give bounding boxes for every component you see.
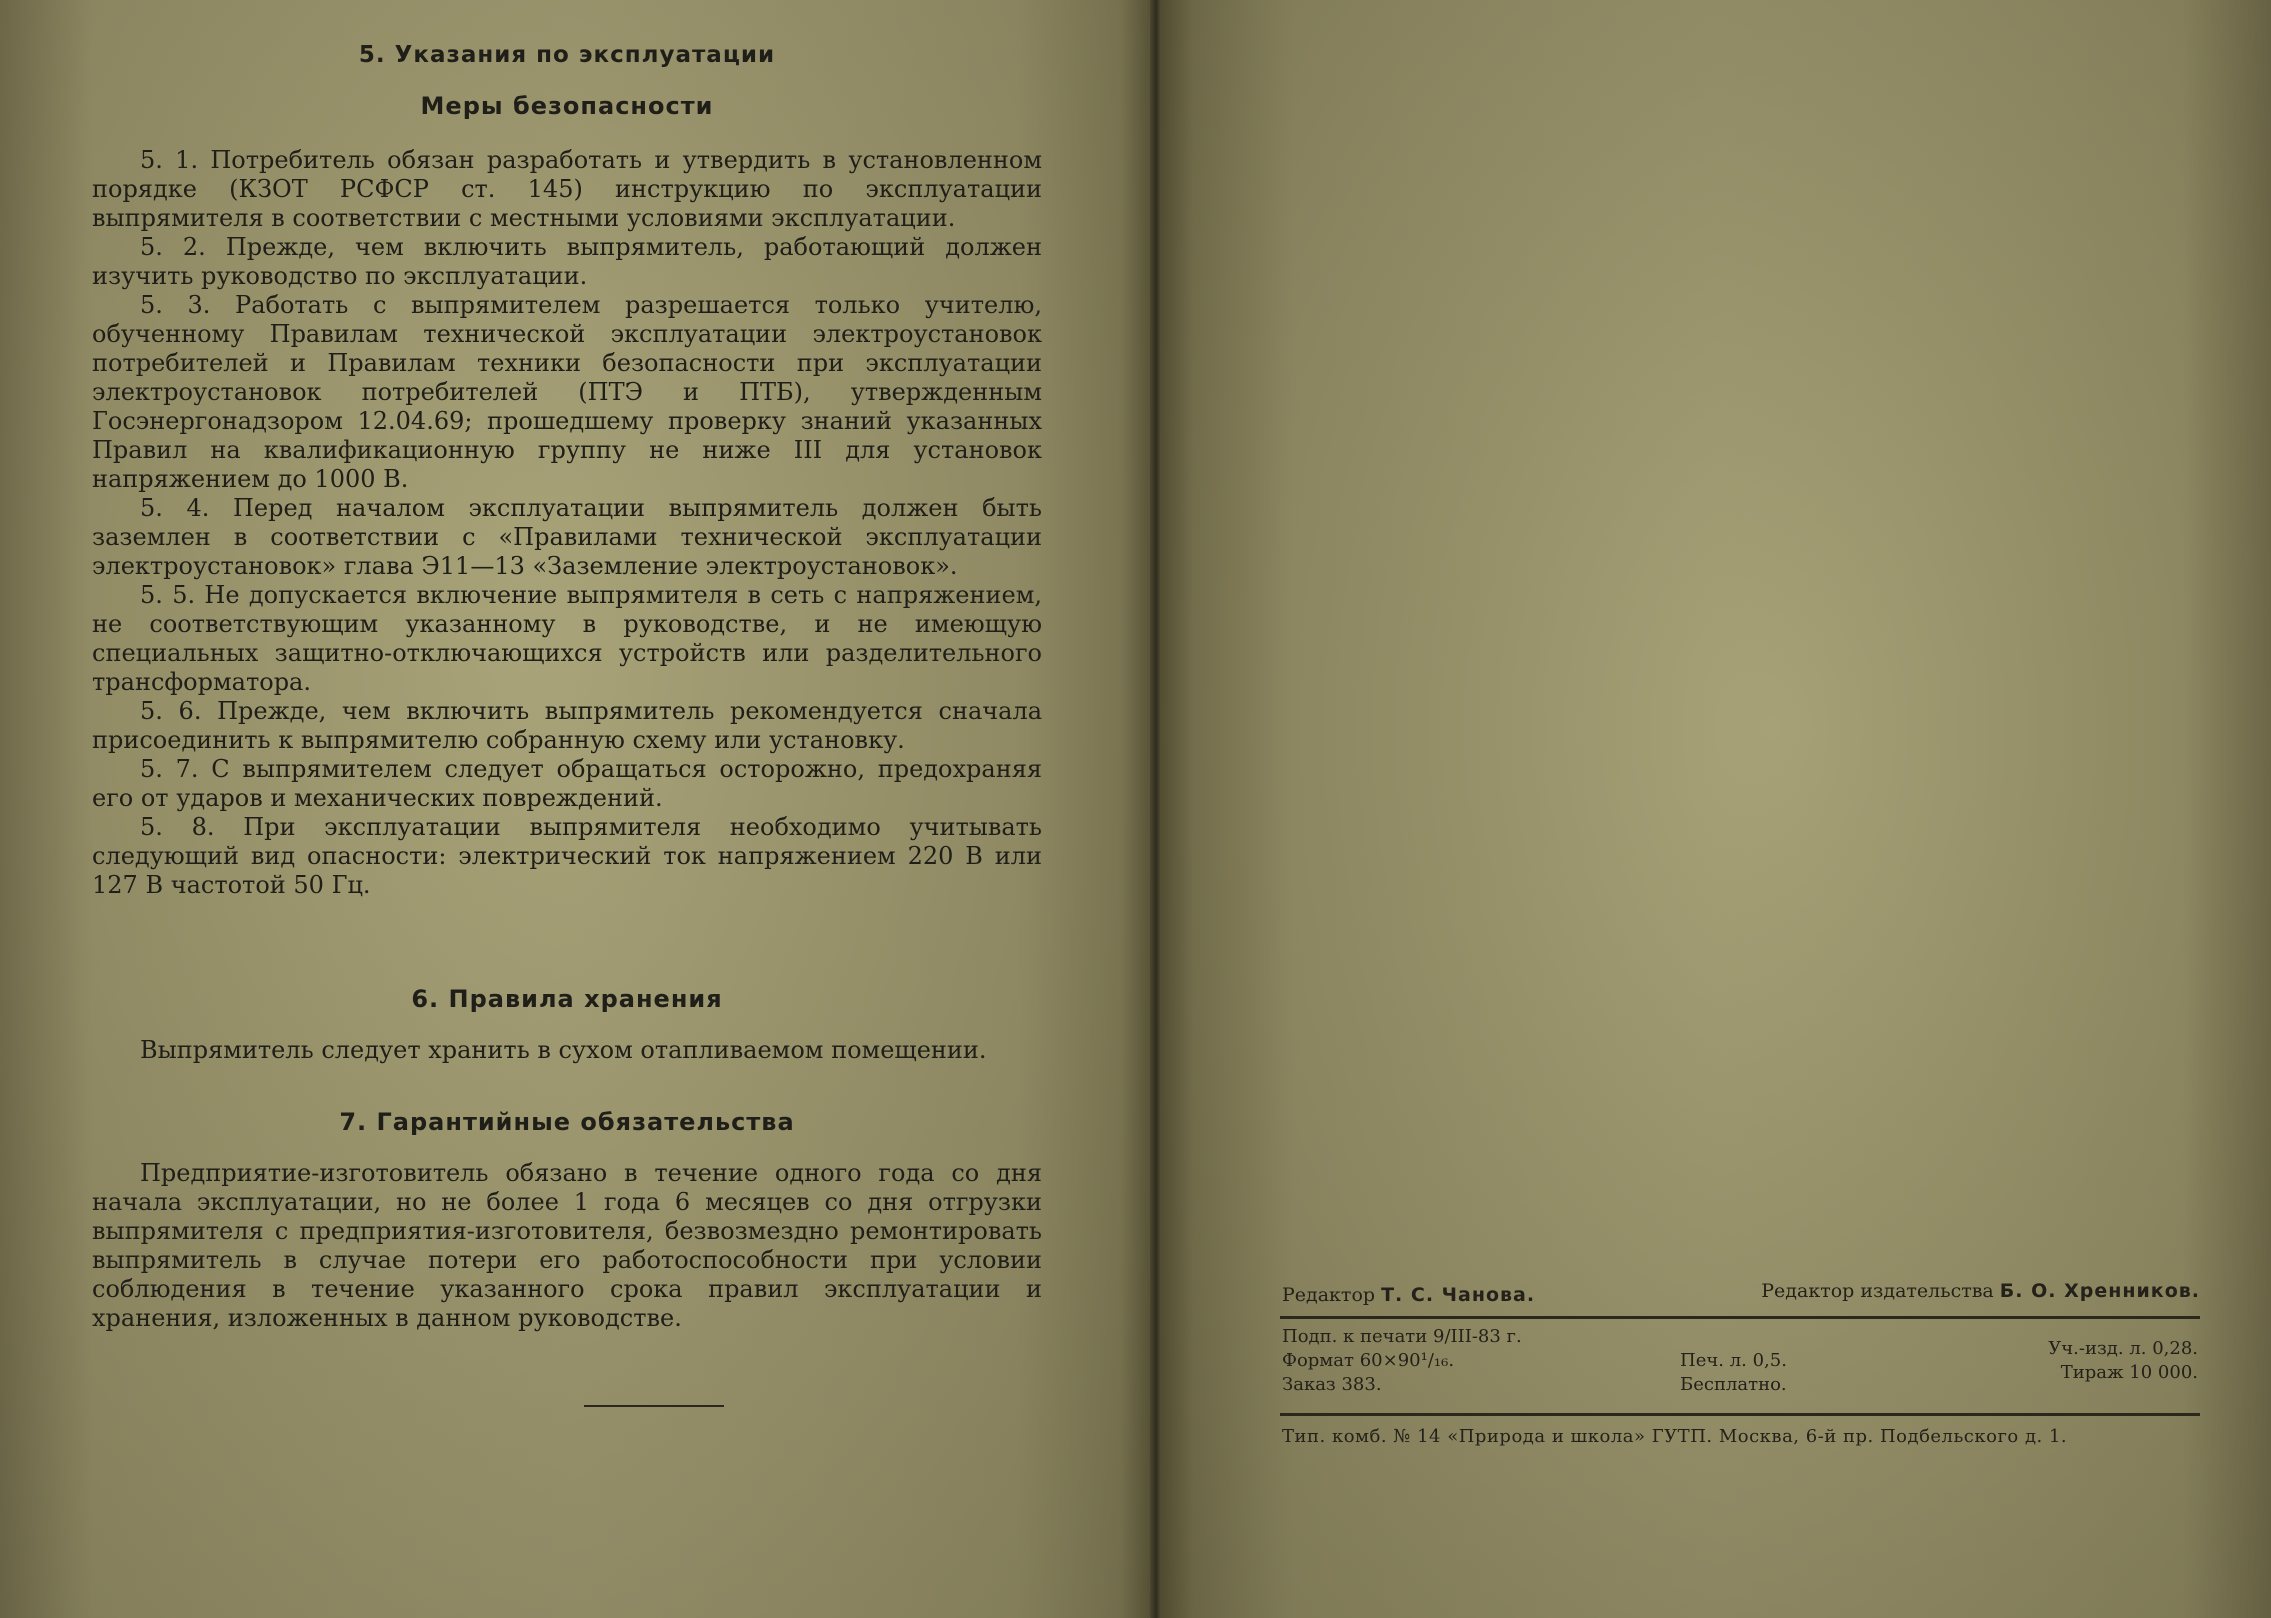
paragraph-5-4: 5. 4. Перед началом эксплуатации выпрямитель должен быть заземлен в соответствии с «Правилами технической эксплуатации электроустановок» глава Э11—13 «Заземление электроустановок». — [92, 494, 1042, 580]
edu-sheets: Уч.-изд. л. 0,28. — [2048, 1338, 2198, 1359]
circulation: Тираж 10 000. — [2060, 1362, 2198, 1383]
colophon-divider-top — [1280, 1316, 2200, 1319]
paragraph-5-5: 5. 5. Не допускается включение выпрямителя в сеть с напряжением, не соответствующим указанному в руководстве, и не имеющую специальных защитно-отключающихся устройств или разделительного трансформатора. — [92, 581, 1042, 696]
print-sheets: Печ. л. 0,5. — [1680, 1350, 1787, 1371]
right-page — [1160, 0, 2271, 1618]
free-of-charge: Бесплатно. — [1680, 1374, 1787, 1395]
paragraph-6: Выпрямитель следует хранить в сухом отапливаемом помещении. — [140, 1036, 987, 1064]
colophon-divider-bottom — [1280, 1413, 2200, 1416]
section-6-title: 6. Правила хранения — [411, 985, 723, 1013]
editor-credit — [1282, 1284, 1535, 1306]
publisher-editor-credit — [1761, 1280, 2200, 1302]
paragraph-5-8: 5. 8. При эксплуатации выпрямителя необходимо учитывать следующий вид опасности: электрический ток напряжением 220 В или 127 В частотой 50 Гц. — [92, 813, 1042, 899]
section-5-body — [92, 146, 1042, 900]
safety-subtitle: Меры безопасности — [420, 92, 714, 120]
paragraph-5-6: 5. 6. Прежде, чем включить выпрямитель рекомендуется сначала присоединить к выпрямителю собранную схему или установку. — [92, 697, 1042, 754]
paragraph-5-3: 5. 3. Работать с выпрямителем разрешается только учителю, обученному Правилам технической эксплуатации электроустановок потребителей и Правилам техники безопасности при эксплуатации электроустановок потребителей (ПТЭ и ПТБ), утвержденным Госэнергонадзором 12.04.69; прошедшему проверку знаний указанных Правил на квалификационную группу не ниже III для установок напряжением до 1000 В. — [92, 291, 1042, 493]
section-6-body — [92, 1036, 1042, 1065]
paragraph-5-2: 5. 2. Прежде, чем включить выпрямитель, работающий должен изучить руководство по эксплуатации. — [92, 233, 1042, 290]
paragraph-7: Предприятие-изготовитель обязано в течение одного года со дня начала эксплуатации, но не более 1 года 6 месяцев со дня отгрузки выпрямителя с предприятия-изготовителя, безвозмездно ремонтировать выпрямитель в случае потери его работоспособности при условии соблюдения в течение указанного срока правил эксплуатации и хранения, изложенных в данном руководстве. — [92, 1159, 1042, 1332]
end-rule — [584, 1405, 724, 1407]
colophon-circulation-info — [2048, 1337, 2198, 1385]
editor-label: Редактор — [1282, 1284, 1376, 1306]
colophon — [1280, 1280, 2200, 1447]
paper-format: Формат 60×90¹/₁₆. — [1282, 1350, 1455, 1371]
colophon-editors-row — [1280, 1280, 2200, 1314]
colophon-print-info — [1282, 1325, 1522, 1397]
colophon-printer-row — [1280, 1418, 2200, 1447]
paragraph-5-1: 5. 1. Потребитель обязан разработать и утвердить в установленном порядке (КЗОТ РСФСР ст. 145) инструкцию по эксплуатации выпрямителя в соответствии с местными условиями эксплуатации. — [92, 146, 1042, 232]
paragraph-5-7: 5. 7. С выпрямителем следует обращаться осторожно, предохраняя его от ударов и механических повреждений. — [92, 755, 1042, 812]
order-number: Заказ 383. — [1282, 1374, 1382, 1395]
editor-name: Т. С. Чанова. — [1381, 1284, 1536, 1306]
printer-info: Тип. комб. № 14 «Природа и школа» ГУТП. Москва, 6-й пр. Подбельского д. 1. — [1282, 1426, 2068, 1447]
publisher-editor-name: Б. О. Хренников. — [1999, 1280, 2200, 1302]
publisher-editor-label: Редактор издательства — [1761, 1280, 1994, 1302]
section-5-title: 5. Указания по эксплуатации — [358, 42, 776, 68]
section-7-title: 7. Гарантийные обязательства — [339, 1108, 795, 1136]
signed-to-print: Подп. к печати 9/III-83 г. — [1282, 1326, 1522, 1347]
section-7-body — [92, 1159, 1042, 1333]
colophon-details-row — [1280, 1321, 2200, 1411]
colophon-sheets-info — [1680, 1349, 1787, 1397]
